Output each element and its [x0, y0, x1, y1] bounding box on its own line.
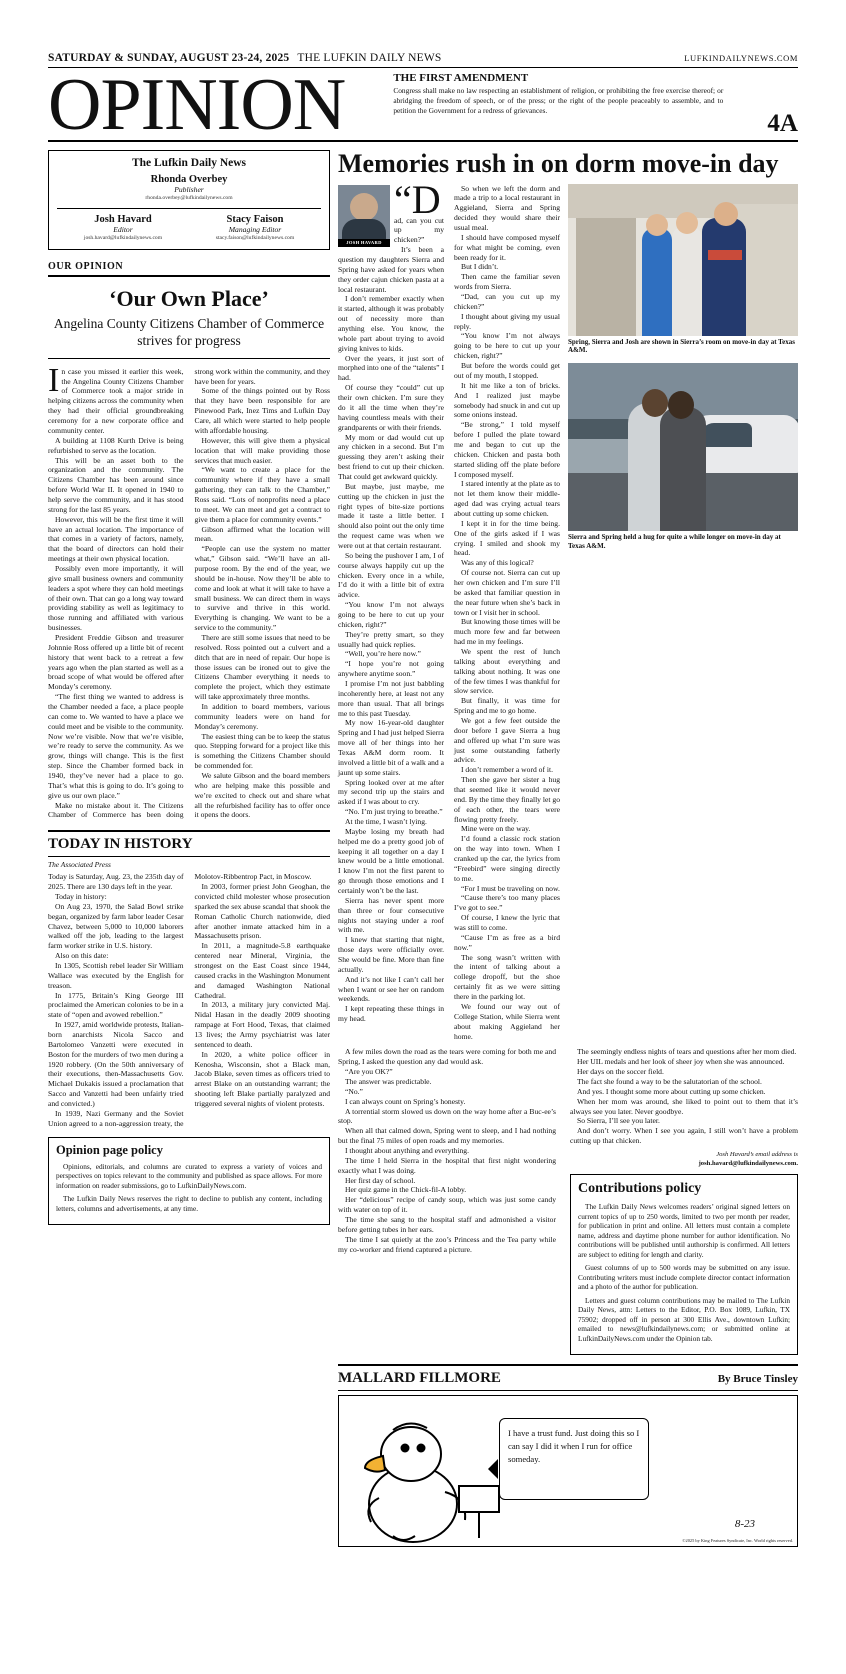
feature-paragraph: Her first day of school. — [345, 1175, 416, 1185]
masthead-paper-name: THE LUFKIN DAILY NEWS — [297, 52, 442, 64]
feature-paragraph: “You know I’m not always going to be here to cut up your chicken, right?” — [338, 600, 444, 629]
feature-paragraph: Her days on the soccer field. — [577, 1067, 664, 1077]
photo-dorm-room — [568, 184, 798, 336]
feature-paragraph: The fact she found a way to be the salutatorian of the school. — [577, 1076, 762, 1086]
feature-paragraph: “Dad, can you cut up my chicken?” — [394, 176, 444, 245]
feature-paragraph: And it’s not like I can’t call her when I want or see her on random weekends. — [338, 974, 444, 1004]
feature-paragraph: We got a few feet outside the door before I gave Sierra a hug and offered up what I’m sure was just some outstanding fatherly advice. — [454, 716, 560, 765]
author-email-note — [570, 1151, 798, 1168]
contributions-paragraph: Letters and guest column contributions may be mailed to The Lufkin Daily News, attn: Letters to the Editor, P.O. Box 1089, Lufkin, TX 75902; dropped off in person at 300 Ellis Ave., downtown Lufkin; emailed to news@lufkindailynews.com; or submitted online at LufkinDailyNews.com under the Opinion tab. — [578, 1295, 790, 1343]
editorial-subhead: Angelina County Citizens Chamber of Commerce strives for progress — [48, 316, 330, 358]
feature-paragraph: When her mom was around, she liked to point out to them that it’s always see you later. Never goodbye. — [570, 1096, 798, 1116]
feature-paragraph: “You know I’m not always going to be here to cut up your chicken, right?” — [454, 331, 560, 361]
photo-column — [568, 184, 798, 1042]
comic-signature: 8-23 — [734, 1518, 755, 1531]
feature-paragraph: So Sierra, I’ll see you later. — [577, 1116, 660, 1126]
staff-box-title: The Lufkin Daily News — [131, 157, 247, 170]
feature-paragraph: But maybe, just maybe, me cutting up the chicken in just the right types of bite-size portions made it taste a little better. I should also point out the only time the request came was when we were out at that certain restaurant. — [338, 481, 444, 550]
feature-column-c — [338, 1047, 556, 1355]
editorial-paragraph: This will be an asset both to the organization and the community. The Citizens Chamber has been around since before World War II. It opened in 1940 to help serve the community, and it has stood strong for the last 85 years. — [48, 455, 184, 514]
page-number: 4A — [767, 110, 798, 138]
feature-paragraph: “No.” — [345, 1086, 363, 1096]
feature-paragraph: I kept it in for the time being. One of the girls asked if I was crying. I smiled and shook my head. — [454, 518, 560, 558]
history-paragraph: In 2011, a magnitude-5.8 earthquake centered near Mineral, Virginia, the strongest on the East Coast since 1944, caused cracks in the Washington Monument and damaged Washington National Cathedral. — [194, 941, 330, 1000]
feature-paragraph: I stared intently at the plate as to not let them know their middle-aged dad was crying actual tears about cutting up some chicken. — [454, 479, 560, 518]
feature-paragraph: Then came the familiar seven words from Sierra. — [454, 272, 560, 292]
editor-name: Josh Havard — [94, 214, 152, 226]
first-amendment-text: Congress shall make no law respecting an establishment of religion, or prohibiting the free exercise thereof; or abridging the freedom of speech, or of the press; or the right of the people peaceably to assemble, and to petition the Government for a redress of grievances. — [393, 86, 724, 115]
editors-row — [57, 208, 321, 241]
feature-paragraph: I can always count on Spring’s honesty. — [345, 1096, 466, 1106]
feature-paragraph: “Well, you’re here now.” — [345, 649, 421, 659]
comic-credit: ©2025 by King Features Syndicate, Inc. World rights reserved. — [682, 1538, 793, 1544]
editorial-paragraph: The easiest thing can be to keep the status quo. Stepping forward for a project like this is something the Citizens Chamber should be commended for. — [194, 731, 330, 771]
editorial-paragraph: However, this will give them a physical location that will make providing those services that much easier. — [194, 435, 330, 465]
feature-paragraph: Then she gave her sister a hug that seemed like it would never end. By the time they finally let go of each other, the tears were flowing pretty freely. — [454, 775, 560, 824]
feature-paragraph: They’re pretty smart, so they usually had quick replies. — [338, 629, 444, 649]
opinion-policy-paragraph: The Lufkin Daily News reserves the right to decline to publish any content, including letters, columns and advertisements, at any time. — [56, 1194, 322, 1213]
contributions-paragraph: Guest columns of up to 500 words may be submitted on any issue. Contributing writers must include complete director contact information and a photo of the author for publication. — [578, 1263, 790, 1292]
history-paragraph: In 1775, Britain’s King George III proclaimed the American colonies to be in a state of “open and avowed rebellion.” — [48, 990, 184, 1020]
feature-paragraph: Was any of this logical? — [461, 558, 534, 568]
masthead-date: SATURDAY & SUNDAY, AUGUST 23-24, 2025 — [48, 52, 290, 64]
feature-paragraph: It hit me like a ton of bricks. And I realized just maybe somebody had snuck in and cut up some onions instead. — [454, 380, 560, 420]
content-columns — [48, 150, 798, 1547]
feature-paragraph: The time I held Sierra in the hospital that first night wondering exactly what I was doing. — [338, 1155, 556, 1175]
feature-paragraph: So when we left the dorm and made a trip to a local restaurant in Aggieland, Sierra and Spring decided they would share their usual meal. — [454, 183, 560, 233]
editorial-paragraph: A building at 1108 Kurth Drive is being refurbished to serve as the location. — [48, 435, 184, 455]
feature-paragraph: I thought about giving my usual reply. — [454, 311, 560, 331]
feature-paragraph: Of course not. Sierra can cut up her own chicken and I’m sure I’ll be asked that familiar question in the near future when she’s back in town or I visit her in school. — [454, 568, 560, 617]
our-opinion-kicker: OUR OPINION — [48, 261, 330, 277]
feature-paragraph: But knowing those times will be much more few and far between had me in my feelings. — [454, 617, 560, 647]
feature-paragraph: Mine were on the way. — [461, 824, 531, 834]
feature-paragraph: It’s been a question my daughters Sierra and Spring have asked for years when they order cajun chicken pasta at a local restaurant. — [338, 245, 444, 294]
feature-paragraph: Her “delicious” recipe of candy soup, which was just some candy with water on top of it. — [338, 1195, 556, 1215]
left-column — [48, 150, 330, 1547]
page-sheet — [48, 52, 798, 1632]
history-paragraph: In 2013, a military jury convicted Maj. Nidal Hasan in the deadly 2009 shooting rampage at Fort Hood, Texas, that claimed 13 lives; the Army psychiatrist was later sentenced to death. — [194, 1000, 330, 1049]
feature-paragraph: I kept repeating these things in my head. — [338, 1004, 444, 1024]
feature-paragraph: “I hope you’re not going anywhere anytime soon.” — [338, 659, 444, 679]
comic-speech-bubble: I have a trust fund. Just doing this so I can say I did it when I run for office someday. — [499, 1418, 649, 1500]
editorial-body — [48, 361, 330, 821]
feature-column-d — [570, 1047, 798, 1355]
publisher-role: Publisher — [174, 185, 204, 195]
feature-paragraph: At the time, I wasn’t lying. — [345, 817, 427, 827]
feature-paragraph: The time she sang to the hospital staff and admonished a visitor before getting tubes in her ears. — [338, 1214, 556, 1234]
feature-paragraph: And yes. I thought some more about cutting up some chicken. — [577, 1086, 766, 1096]
editorial-paragraph: “We want to create a place for the community where if they have a small gathering, they can talk to the Chamber,” Ross said. “Lots of nonprofits need a place to meet. We can meet and get a contract to give them a place for community events.” — [194, 465, 330, 524]
feature-paragraph: We spent the rest of lunch talking about everything and talking about nothing. It was one of the few times I was thankful for slow service. — [454, 646, 560, 696]
contributions-title: Contributions policy — [578, 1181, 702, 1197]
feature-paragraph: Her quiz game in the Chick-fil-A lobby. — [345, 1185, 467, 1195]
photo-caption-1: Spring, Sierra and Josh are shown in Sierra’s room on move-in day at Texas A&M. — [568, 337, 796, 355]
feature-paragraph: Sierra has never spent more than three or four consecutive nights not staying under a roof with me. — [338, 895, 444, 935]
author-headshot — [338, 185, 390, 247]
feature-paragraph: I promise I’m not just babbling incoherently here, at least not any more than usual. That all brings me to this past Tuesday. — [338, 678, 444, 718]
editorial-paragraph: “The first thing we wanted to address is the Chamber needed a face, a place people can come to. We wanted to have a place we could meet and be visible to the community. Now we’re visible. Now that we’re visible, we’re ready to serve the community. As we grow, things will change. This is the first step. Since the Chamber formed back in 1940, they’ve never had a place to go. That’s what this is going to do. It’s going to give us our own place.” — [48, 692, 184, 800]
feature-paragraph: Of course they “could” cut up their own chicken. I’m sure they do it all the time when they’re having countless meals with their grandparents or with their friends. — [338, 383, 444, 432]
history-paragraph: Today is Saturday, Aug. 23, the 235th day of 2025. There are 130 days left in the year. — [48, 872, 184, 892]
feature-paragraph: The seemingly endless nights of tears and questions after her mom died. — [577, 1047, 797, 1057]
editorial-paragraph: “People can use the system no matter what,” Gibson said. “We’ll have an all-purpose room. By the end of the year, we should be in-house. Now they’ll be able to come and look at what it will take to have a small business. We can direct them in ways to survive and thrive in this world. Everything is changing. We want to be a service to the community.” — [194, 544, 330, 633]
editorial-paragraph: However, this will be the first time it will have an actual location. The importance of that comes in a variety of factors, namely, that the board of directors can hold their meetings at their own physical location. — [48, 514, 184, 564]
masthead-website: LUFKINDAILYNEWS.COM — [684, 53, 798, 63]
feature-paragraph: “Cause I’m as free as a bird now.” — [454, 932, 560, 952]
author-headshot-name: JOSH HAVARD — [338, 239, 390, 247]
opinion-policy-box — [48, 1137, 330, 1225]
feature-paragraph: A few miles down the road as the tears were coming for both me and Spring, I asked the question any dad would ask. — [338, 1047, 556, 1067]
section-title: OPINION — [48, 64, 346, 146]
history-paragraph: Today in history: — [55, 892, 107, 902]
feature-paragraph: A torrential storm slowed us down on the way home after a Buc-ee’s stop. — [338, 1106, 556, 1126]
editorial-headline: ‘Our Own Place’ — [109, 286, 269, 312]
first-amendment-title: THE FIRST AMENDMENT — [393, 72, 529, 84]
history-paragraph: Also on this date: — [55, 951, 109, 961]
feature-paragraph: Over the years, it just sort of morphed into one of the “talents” I had. — [338, 353, 444, 383]
masthead-left — [48, 52, 442, 64]
right-column — [338, 150, 798, 1547]
history-paragraph: In 2020, a white police officer in Kenosha, Wisconsin, shot a Black man, Jacob Blake, seven times as officers tried to arrest Blake on an outstanding warrant; the shooting left Blake partially paralyzed and triggered several nights of violent protests. — [194, 1049, 330, 1109]
editorial-paragraph: There are still some issues that need to be resolved. Ross pointed out a culvert and a ditch that are in need of repair. Our hope is those issues can be ironed out to give the Citizens Chamber everything it needs to complete the project, which they estimate will take approximately three months. — [194, 632, 330, 702]
feature-paragraph: Spring looked over at me after my second trip up the stairs and asked if I was about to cry. — [338, 777, 444, 807]
opinion-policy-title: Opinion page policy — [56, 1142, 163, 1157]
feature-paragraph: But finally, it was time for Spring and me to go home. — [454, 696, 560, 716]
section-header-row — [48, 64, 798, 146]
publisher-email: rhonda.overbey@lufkindailynews.com — [145, 195, 233, 202]
photo-hug — [568, 363, 798, 531]
feature-paragraph: “No. I’m just trying to breathe.” — [345, 807, 443, 817]
comic-header — [338, 1364, 798, 1391]
history-paragraph: In 2003, former priest John Geoghan, the convicted child molester whose prosecution sparked the sex abuse scandal that shook the Roman Catholic Church nationwide, died after another inmate attacked him in a Massachusetts prison. — [194, 882, 330, 941]
feature-paragraph: But before the words could get out of my mouth, I stopped. — [454, 361, 560, 380]
feature-paragraph: My now 16-year-old daughter Spring and I had just helped Sierra move all of her things into her Texas A&M dorm room. It involved a little bit of a walk and a jaunt up some stairs. — [338, 718, 444, 777]
feature-lower-columns — [338, 1047, 798, 1355]
editor-role: Editor — [113, 225, 133, 235]
managing-editor-block — [189, 214, 321, 241]
contributions-paragraph: The Lufkin Daily News welcomes readers’ original signed letters on current topics of up to 250 words, limited to two per month per reader, for publication in print and online. All letters must contain a complete name, address and daytime phone number for author identification. No contributions will be published until authorship is confirmed. All letters are subject to editing for length and clarity. — [578, 1202, 790, 1259]
author-email-address: josh.havard@lufkindailynews.com. — [698, 1159, 798, 1167]
feature-top-row — [338, 176, 798, 1042]
editorial-paragraph: We salute Gibson and the board members who are helping make this possible and we’re excited to check out and share what all the refurbished facility has to offer once it opens the doors. — [194, 771, 330, 820]
history-byline: The Associated Press — [48, 860, 111, 870]
editorial-paragraph: Make no mistake about it. The Citizens Chamber of Commerce has been doing strong work within the community, and they have been for years. — [48, 366, 330, 820]
first-amendment-block — [393, 72, 723, 115]
feature-paragraph: We found our way out of College Station, while Sierra went about making Aggieland her home. — [454, 1001, 560, 1041]
feature-paragraph: Of course, I knew the lyric that was still to come. — [454, 913, 560, 933]
managing-editor-email: stacy.faison@lufkindailynews.com — [215, 235, 295, 242]
feature-paragraph: My mom or dad would cut up any chicken in a second. But I’m guessing they aren’t asking their best friend to cut up their chicken. That could get awkward quickly. — [338, 432, 444, 481]
feature-paragraph: And don’t worry. When I see you again, I still won’t have a problem cutting up that chicken. — [570, 1126, 798, 1146]
feature-paragraph: I don’t remember a word of it. — [461, 765, 554, 775]
comic-panel — [338, 1395, 798, 1547]
editorial-paragraph: In case you missed it earlier this week, the Angelina County Citizens Chamber of Commerce took a major stride in helping citizens across the community when they had their official groundbreaking ceremony for a new corporate office and community center. — [48, 361, 184, 435]
feature-paragraph: I should have composed myself for what might be coming, even been ready for it. — [454, 232, 560, 262]
feature-paragraph: I knew that starting that night, those days were officially over. She would be fine. More than fine actually. — [338, 935, 444, 974]
staff-box — [48, 150, 330, 250]
feature-paragraph: “Be strong,” I told myself before I pulled the plate toward me and began to cut up the chicken. Chicken and pasta both started sliding off the plate before I composed myself. — [454, 420, 560, 479]
feature-paragraph: The answer was predictable. — [345, 1076, 432, 1086]
history-paragraph: In 1939, Nazi Germany and the Soviet Union agreed to a non-aggression treaty, the Molotov-Ribbentrop Pact, in Moscow. — [48, 872, 312, 1128]
contributions-policy-box — [570, 1174, 798, 1355]
editorial-paragraph: Possibly even more importantly, it will give small business owners and community leaders a spot where they can hold meetings of their own. That can go a long way toward providing stability as well as legitimacy to those running and affiliated with various businesses. — [48, 563, 184, 633]
editorial-paragraph: Gibson affirmed what the location will mean. — [194, 524, 330, 544]
feature-headline: Memories rush in on dorm move-in day — [338, 149, 779, 179]
author-email-label: Josh Havard’s email address is — [716, 1150, 798, 1158]
feature-paragraph: I don’t remember exactly when it started, although it was probably out of necessity more than anything else. You know, the whole part about trying to avoid giving knives to kids. — [338, 294, 444, 353]
feature-intro-text — [338, 176, 560, 1042]
editorial-paragraph: In addition to board members, various community leaders were on hand for Monday’s ceremony. — [194, 701, 330, 731]
history-body — [48, 872, 330, 1128]
feature-paragraph: Her UIL medals and her look of sheer joy when she was announced. — [577, 1057, 785, 1067]
comic-byline: By Bruce Tinsley — [717, 1373, 798, 1386]
history-paragraph: On Aug 23, 1970, the Salad Bowl strike began, organized by farm labor leader Cesar Chavez, between 5,000 to 10,000 laborers walked off the job, leading to the largest farm worker strike in U.S. history. — [48, 901, 184, 951]
feature-paragraph: The time I sat quietly at the zoo’s Princess and the Tea party while my co-worker and friend captured a picture. — [338, 1234, 556, 1254]
feature-paragraph: I’d found a classic rock station on the way into town. When I cranked up the car, the lyrics from “Freebird” were singing directly to me. — [454, 834, 560, 883]
editorial-paragraph: Some of the things pointed out by Ross that they have been responsible for are Pinewood Park, Inez Tims and Lufkin Day Care, all which were started to help people with affordable housing. — [194, 386, 330, 435]
editor-email: josh.havard@lufkindailynews.com — [83, 235, 163, 242]
history-paragraph: In 1927, amid worldwide protests, Italian-born anarchists Nicola Sacco and Bartolomeo Vanzetti were executed in Boston for the murders of two men during a 1920 robbery. (On the 50th anniversary of their executions, then-Massachusetts Gov. Michael Dukakis issued a proclamation that Sacco and Vanzetti had been unfairly tried and convicted.) — [48, 1020, 184, 1109]
feature-paragraph: So being the pushover I am, I of course always happily cut up the chicken. Every once in a while, I’d do it with a little bit of extra advice. — [338, 550, 444, 600]
feature-paragraph: When all that calmed down, Spring went to sleep, and I had nothing but the final 75 miles of open roads and my memories. — [338, 1126, 556, 1146]
managing-editor-role: Managing Editor — [228, 225, 282, 235]
comic-title: MALLARD FILLMORE — [338, 1370, 501, 1387]
feature-paragraph: But I didn’t. — [461, 262, 499, 272]
feature-paragraph: “Cause there’s too many places I’ve got to see.” — [454, 893, 560, 913]
feature-paragraph: The song wasn’t written with the intent of talking about a college dropoff, but the shoe certainly fit as we were sitting there in the parking lot. — [454, 952, 560, 1002]
publisher-name: Rhonda Overbey — [150, 174, 228, 186]
feature-paragraph: I thought about anything and everything. — [345, 1145, 470, 1155]
photo-caption-2: Sierra and Spring held a hug for quite a while longer on move-in day at Texas A&M. — [568, 533, 781, 550]
managing-editor-name: Stacy Faison — [226, 214, 284, 226]
editor-block — [57, 214, 189, 241]
opinion-policy-paragraph: Opinions, editorials, and columns are curated to express a variety of voices and perspectives on topics relevant to the community and published as space allows. For more information on reader submissions, go to LufkinDailyNews.com. — [56, 1161, 322, 1190]
feature-paragraph: “Dad, can you cut up my chicken?” — [454, 292, 560, 311]
feature-paragraph: “Are you OK?” — [345, 1067, 393, 1077]
today-in-history-header: TODAY IN HISTORY — [48, 830, 330, 857]
editorial-paragraph: President Freddie Gibson and treasurer Johnnie Ross offered up a little bit of recent history that went back to a retreat a few years ago when the plan started as well as a broad scope of what would be offered after Monday’s ceremony. — [48, 632, 184, 692]
feature-paragraph: “For I must be traveling on now. — [461, 883, 560, 893]
history-paragraph: In 1305, Scottish rebel leader Sir William Wallace was executed by the English for treason. — [48, 961, 184, 990]
feature-paragraph: Maybe losing my breath had helped me do a pretty good job of keeping it all together on a day I knew would be a little emotional. I know I’m not the first parent to go through those emotions and I certainly won’t be the last. — [338, 826, 444, 896]
